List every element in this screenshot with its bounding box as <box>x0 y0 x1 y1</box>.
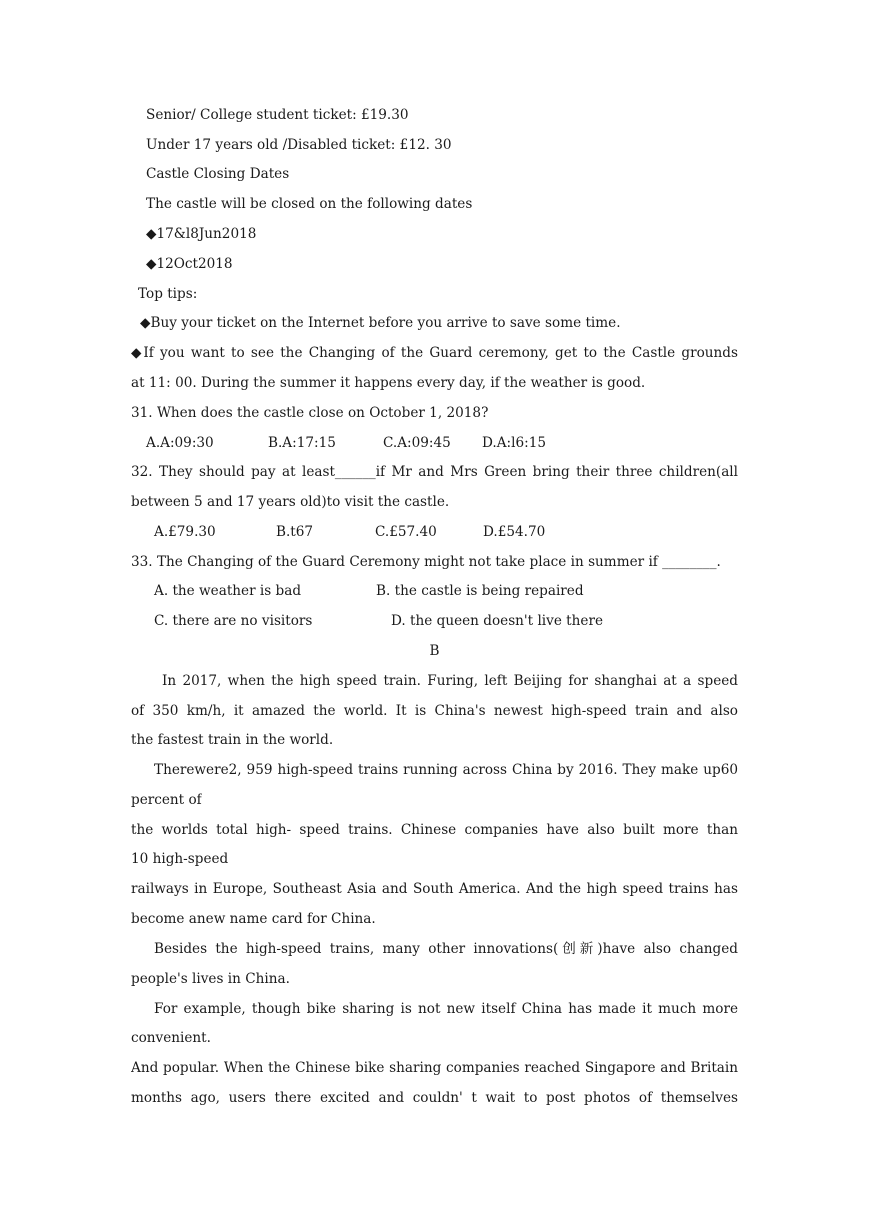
question-32-stem-continued: between 5 and 17 years old)to visit the castle. <box>131 494 450 510</box>
tips-heading: Top tips: <box>138 286 198 302</box>
option-b: B. the castle is being repaired <box>376 583 584 599</box>
ticket-senior-college: Senior/ College student ticket: £19.30 <box>146 107 409 123</box>
passage-line: railways in Europe, Southeast Asia and South America. And the high speed trains has <box>131 881 738 897</box>
section-b-label: B <box>429 643 440 659</box>
question-32-stem: 32. They should pay at least______if Mr and Mrs Green bring their three children(all <box>131 464 738 480</box>
option-c: C.A:09:45 <box>383 435 451 451</box>
option-b: B.A:17:15 <box>268 435 336 451</box>
passage-line: percent of <box>131 792 202 808</box>
passage-line: the fastest train in the world. <box>131 732 334 748</box>
option-b: B.t67 <box>276 524 314 540</box>
passage-line: 10 high-speed <box>131 851 229 867</box>
option-d: D. the queen doesn't live there <box>391 613 603 629</box>
passage-line: become anew name card for China. <box>131 911 376 927</box>
passage-line: convenient. <box>131 1030 211 1046</box>
tip-item-continued: at 11: 00. During the summer it happens every day, if the weather is good. <box>131 375 646 391</box>
closing-date-item: ◆12Oct2018 <box>146 256 233 272</box>
closing-dates-heading: Castle Closing Dates <box>146 166 290 182</box>
option-d: D.£54.70 <box>483 524 546 540</box>
option-a: A. the weather is bad <box>154 583 302 599</box>
option-d: D.A:l6:15 <box>482 435 547 451</box>
tip-item: ◆If you want to see the Changing of the Guard ceremony, get to the Castle grounds <box>131 345 738 361</box>
passage-line: months ago, users there excited and couldn' t wait to post photos of themselves <box>131 1090 738 1106</box>
ticket-under17-disabled: Under 17 years old /Disabled ticket: £12. 30 <box>146 137 452 153</box>
passage-line: Therewere2, 959 high-speed trains running across China by 2016. They make up60 <box>154 762 738 778</box>
passage-line: In 2017, when the high speed train. Furing, left Beijing for shanghai at a speed <box>162 673 738 689</box>
closing-dates-intro: The castle will be closed on the following dates <box>146 196 473 212</box>
option-a: A.A:09:30 <box>146 435 214 451</box>
passage-line: Besides the high-speed trains, many other innovations(创新)have also changed <box>154 941 738 957</box>
passage-line: people's lives in China. <box>131 971 290 987</box>
option-c: C.£57.40 <box>375 524 437 540</box>
passage-line: And popular. When the Chinese bike sharing companies reached Singapore and Britain <box>131 1060 738 1076</box>
passage-line: the worlds total high- speed trains. Chinese companies have also built more than <box>131 822 738 838</box>
passage-line: of 350 km/h, it amazed the world. It is China's newest high-speed train and also <box>131 703 738 719</box>
question-31-stem: 31. When does the castle close on October 1, 2018? <box>131 405 489 421</box>
question-33-stem: 33. The Changing of the Guard Ceremony might not take place in summer if ________. <box>131 554 721 570</box>
closing-date-item: ◆17&l8Jun2018 <box>146 226 257 242</box>
option-c: C. there are no visitors <box>154 613 313 629</box>
passage-line: For example, though bike sharing is not new itself China has made it much more <box>154 1001 738 1017</box>
option-a: A.£79.30 <box>154 524 216 540</box>
tip-item: ◆Buy your ticket on the Internet before you arrive to save some time. <box>140 315 621 331</box>
